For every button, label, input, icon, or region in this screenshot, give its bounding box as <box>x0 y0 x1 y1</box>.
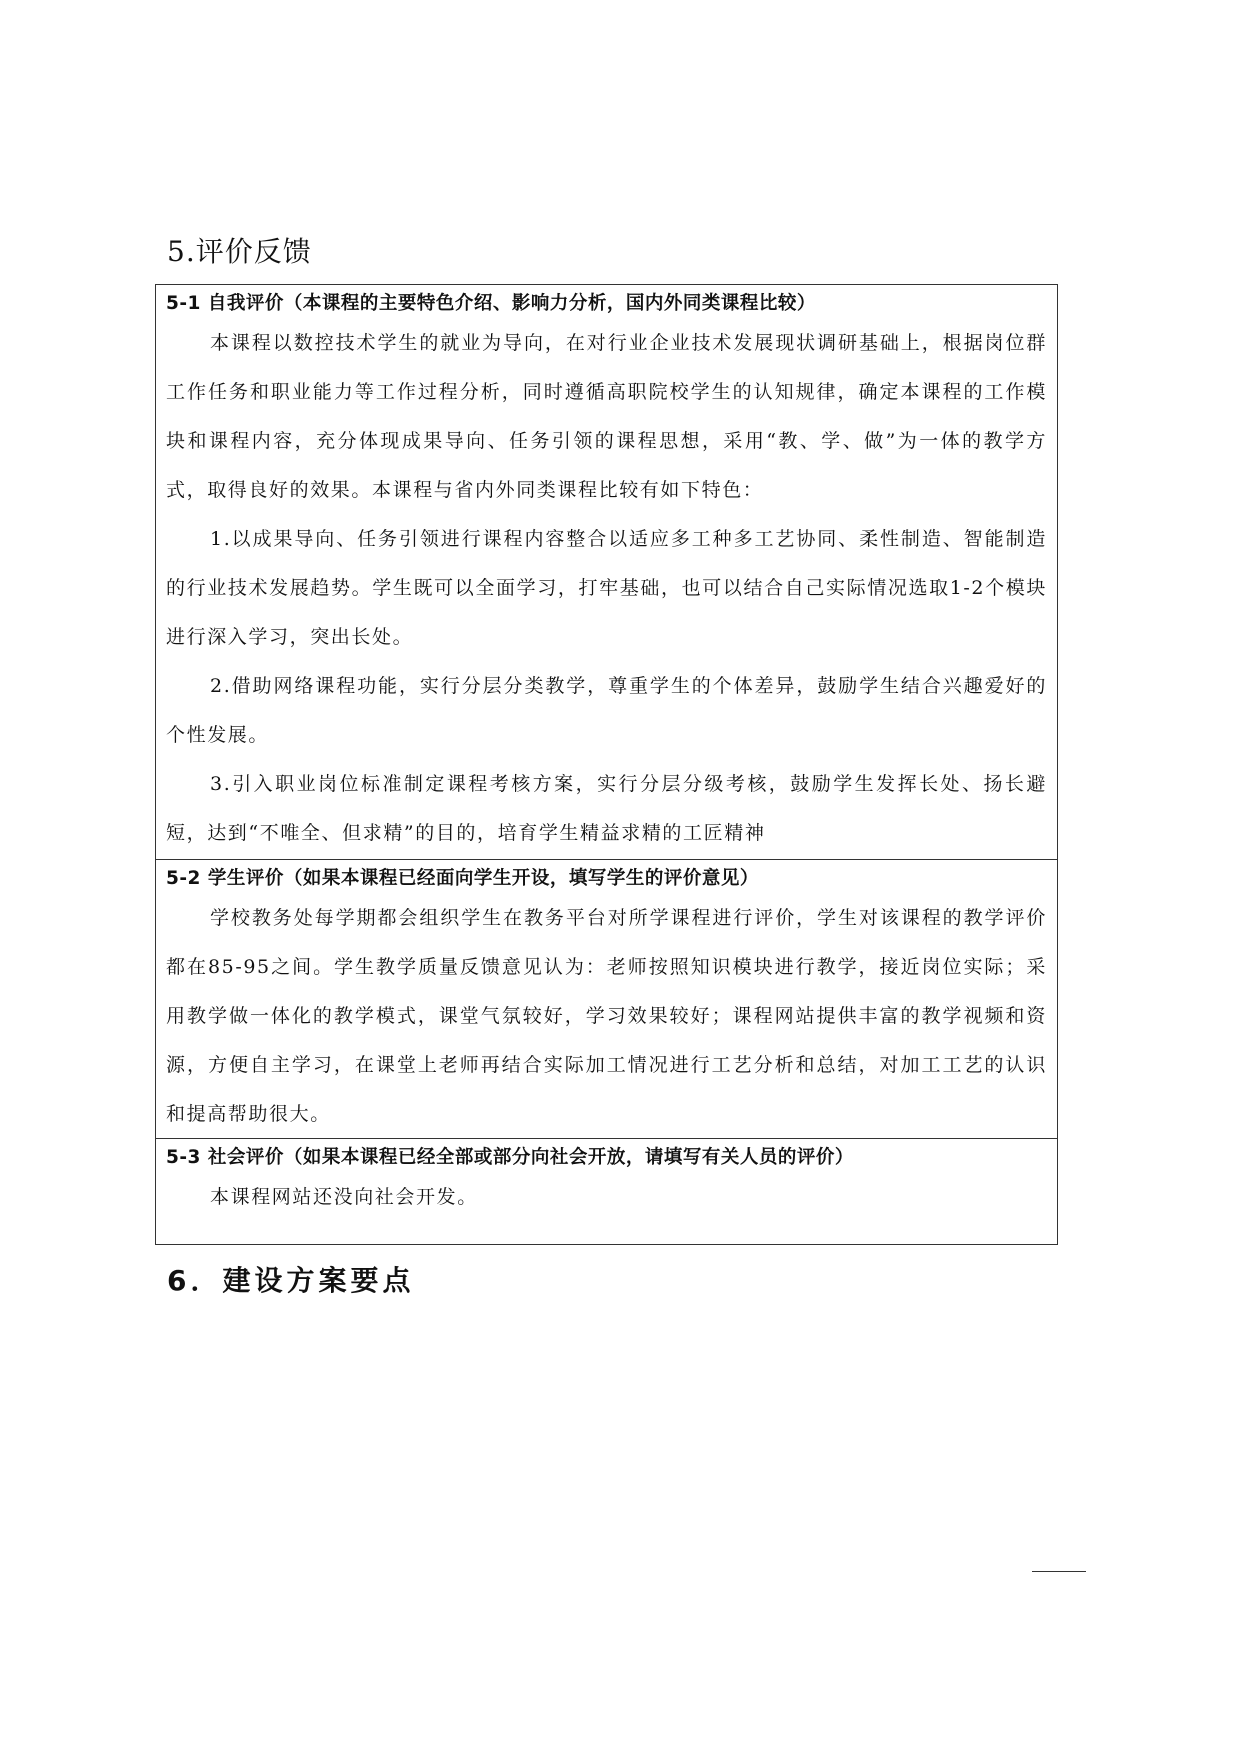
section-heading-construction-plan: 6．建设方案要点 <box>167 1264 415 1297</box>
student-evaluation-section <box>156 860 1057 1139</box>
self-evaluation-paragraph: 本课程以数控技术学生的就业为导向，在对行业企业技术发展现状调研基础上，根据岗位群工作任务和职业能力等工作过程分析，同时遵循高职院校学生的认知规律，确定本课程的工作模块和课程内容，充分体现成果导向、任务引领的课程思想，采用“教、学、做”为一体的教学方式，取得良好的效果。本课程与省内外同类课程比较有如下特色： <box>166 332 1047 501</box>
student-evaluation-title: 5-2 学生评价（如果本课程已经面向学生开设，填写学生的评价意见） <box>166 868 759 889</box>
section-heading-evaluation: 5.评价反馈 <box>167 235 312 268</box>
student-evaluation-paragraph: 学校教务处每学期都会组织学生在教务平台对所学课程进行评价，学生对该课程的教学评价都在85-95之间。学生教学质量反馈意见认为：老师按照知识模块进行教学，接近岗位实际；采用教学做一体化的教学模式，课堂气氛较好，学习效果较好；课程网站提供丰富的教学视频和资源，方便自主学习，在课堂上老师再结合实际加工情况进行工艺分析和总结，对加工工艺的认识和提高帮助很大。 <box>166 907 1047 1125</box>
social-evaluation-section <box>156 1139 1057 1244</box>
feature-item-1: 1.以成果导向、任务引领进行课程内容整合以适应多工种多工艺协同、柔性制造、智能制造的行业技术发展趋势。学生既可以全面学习，打牢基础，也可以结合自己实际情况选取1-2个模块进行深入学习，突出长处。 <box>166 528 1047 648</box>
social-evaluation-paragraph: 本课程网站还没向社会开发。 <box>210 1186 478 1208</box>
self-evaluation-section <box>156 285 1057 860</box>
feature-item-2: 2.借助网络课程功能，实行分层分类教学，尊重学生的个体差异，鼓励学生结合兴趣爱好的个性发展。 <box>166 675 1047 746</box>
page-number-dash <box>1032 1571 1086 1572</box>
social-evaluation-title: 5-3 社会评价（如果本课程已经全部或部分向社会开放，请填写有关人员的评价） <box>166 1147 854 1168</box>
self-evaluation-title: 5-1 自我评价（本课程的主要特色介绍、影响力分析，国内外同类课程比较） <box>166 293 816 314</box>
feature-item-3: 3.引入职业岗位标准制定课程考核方案，实行分层分级考核，鼓励学生发挥长处、扬长避短，达到“不唯全、但求精”的目的，培育学生精益求精的工匠精神 <box>166 773 1047 844</box>
evaluation-table <box>155 284 1058 1245</box>
